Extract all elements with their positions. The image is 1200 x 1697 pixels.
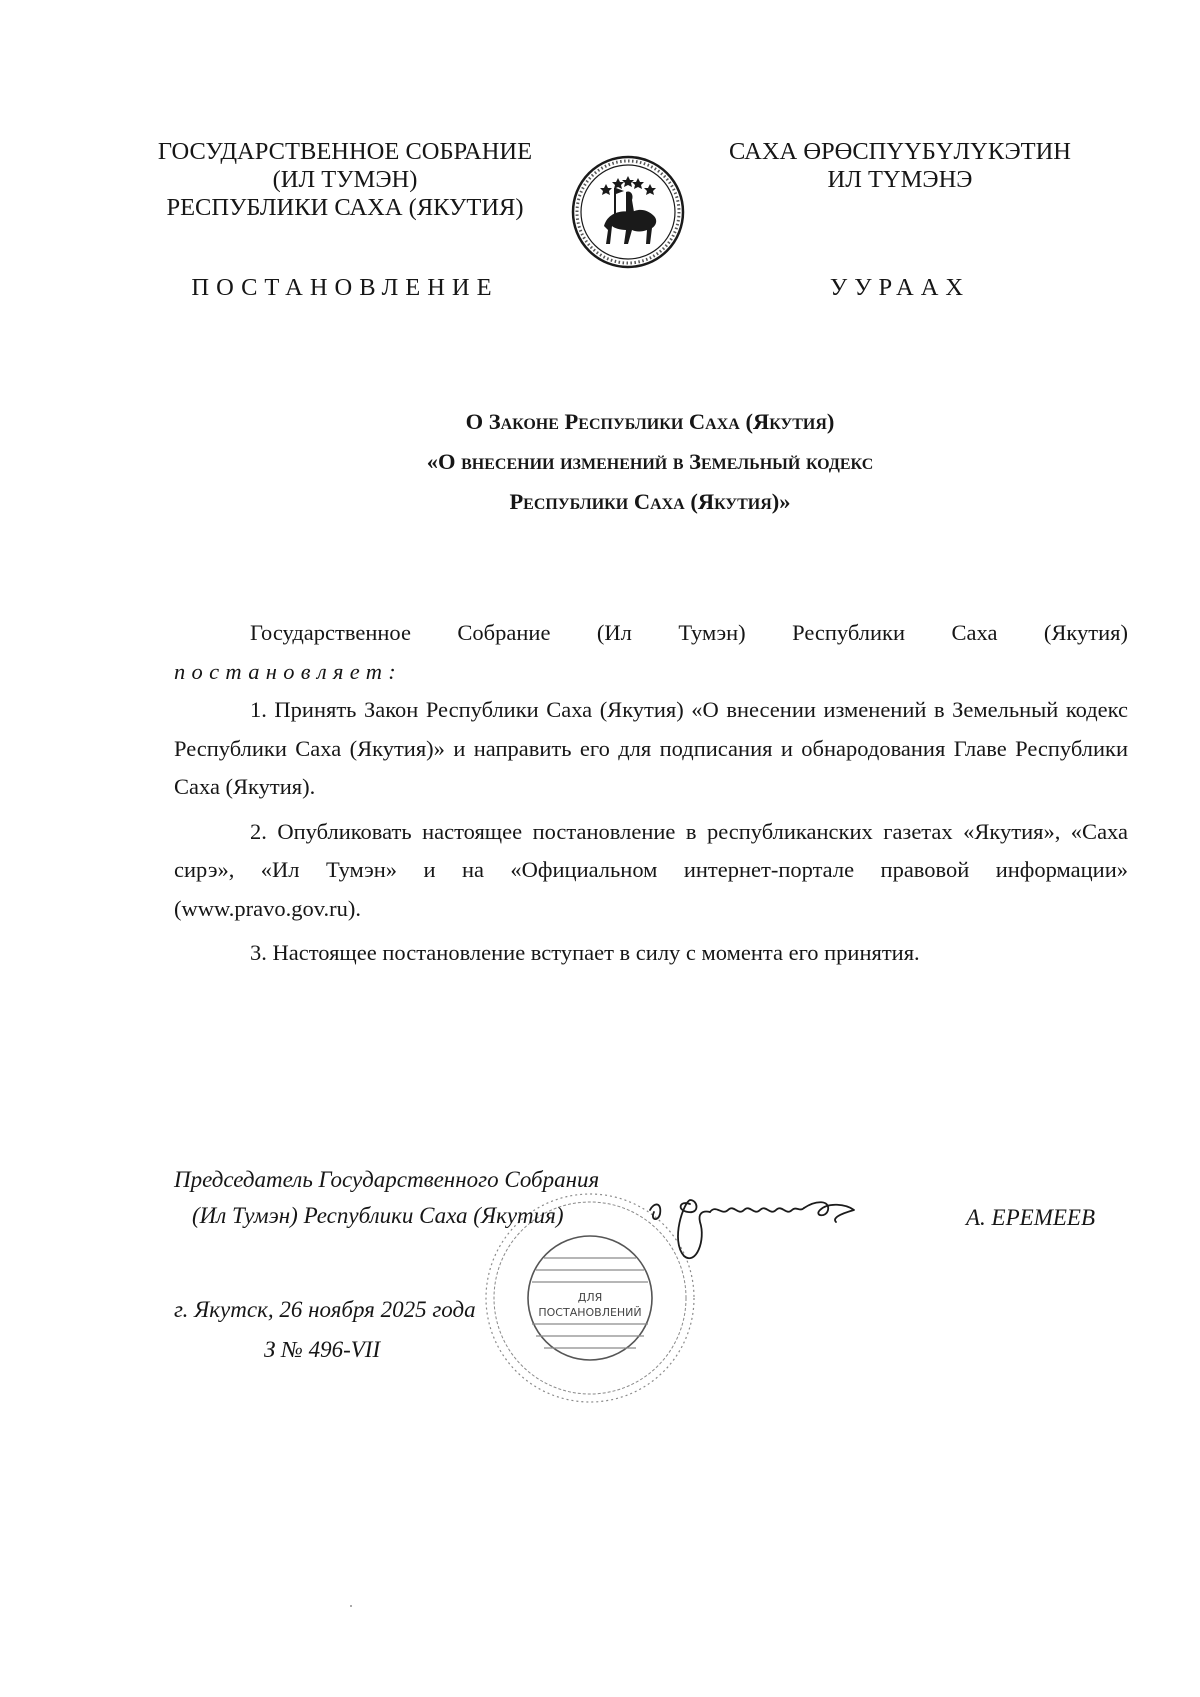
title-line-2: «О внесении изменений в Земельный кодекс	[426, 449, 874, 474]
header-russian	[150, 138, 540, 222]
intro-paragraph: Государственное Собрание (Ил Тумэн) Республики Саха (Якутия)	[250, 620, 1128, 645]
document-type-russian: ПОСТАНОВЛЕНИЕ	[191, 274, 499, 301]
stamp-line-2: ПОСТАНОВЛЕНИЙ	[538, 1306, 642, 1319]
header-russian-line-1: ГОСУДАРСТВЕННОЕ СОБРАНИЕ	[157, 138, 533, 165]
document-number: З № 496-VII	[264, 1337, 381, 1362]
document-title	[150, 402, 1150, 522]
item-2: 2. Опубликовать настоящее постановление в республиканских газетах «Якутия», «Саха сирэ», «Ил Тумэн» и на «Официальном интернет-портале правовой информации» (www.pravo.gov.ru).	[174, 818, 1128, 921]
header-sakha-line-2: ИЛ ТҮМЭНЭ	[827, 166, 973, 193]
document-body	[174, 614, 1128, 979]
item-3: 3. Настоящее постановление вступает в силу с момента его принятия.	[250, 940, 920, 965]
signatory-position	[174, 1162, 599, 1234]
coat-of-arms-emblem	[570, 154, 686, 270]
signatory-position-line-1: Председатель Государственного Собрания	[174, 1167, 600, 1192]
handwritten-signature	[640, 1170, 900, 1270]
signatory-name: А. ЕРЕМЕЕВ	[966, 1205, 1096, 1230]
scan-speck	[350, 1605, 352, 1607]
signatory-position-line-2: (Ил Тумэн) Республики Саха (Якутия)	[192, 1203, 564, 1228]
resolves-word: постановляет:	[174, 658, 403, 684]
header-russian-line-3: РЕСПУБЛИКИ САХА (ЯКУТИЯ)	[166, 194, 524, 221]
header-russian-line-2: (ИЛ ТУМЭН)	[272, 166, 418, 193]
document-type-sakha: УУРААХ	[829, 274, 971, 301]
place-date-line: г. Якутск, 26 ноября 2025 года	[174, 1297, 476, 1322]
place-date-block	[174, 1290, 476, 1370]
header-sakha	[715, 138, 1085, 194]
item-1: 1. Принять Закон Республики Саха (Якутия) «О внесении изменений в Земельный кодекс Республики Саха (Якутия)» и направить его для подписания и обнародования Главе Республики Саха (Якутия).	[174, 697, 1128, 799]
stamp-line-1: ДЛЯ	[577, 1291, 603, 1304]
title-line-3: Республики Саха (Якутия)»	[509, 489, 791, 514]
header-sakha-line-1: САХА ӨРӨСПҮҮБҮЛҮКЭТИН	[729, 138, 1071, 165]
title-line-1: О Законе Республики Саха (Якутия)	[465, 409, 835, 434]
